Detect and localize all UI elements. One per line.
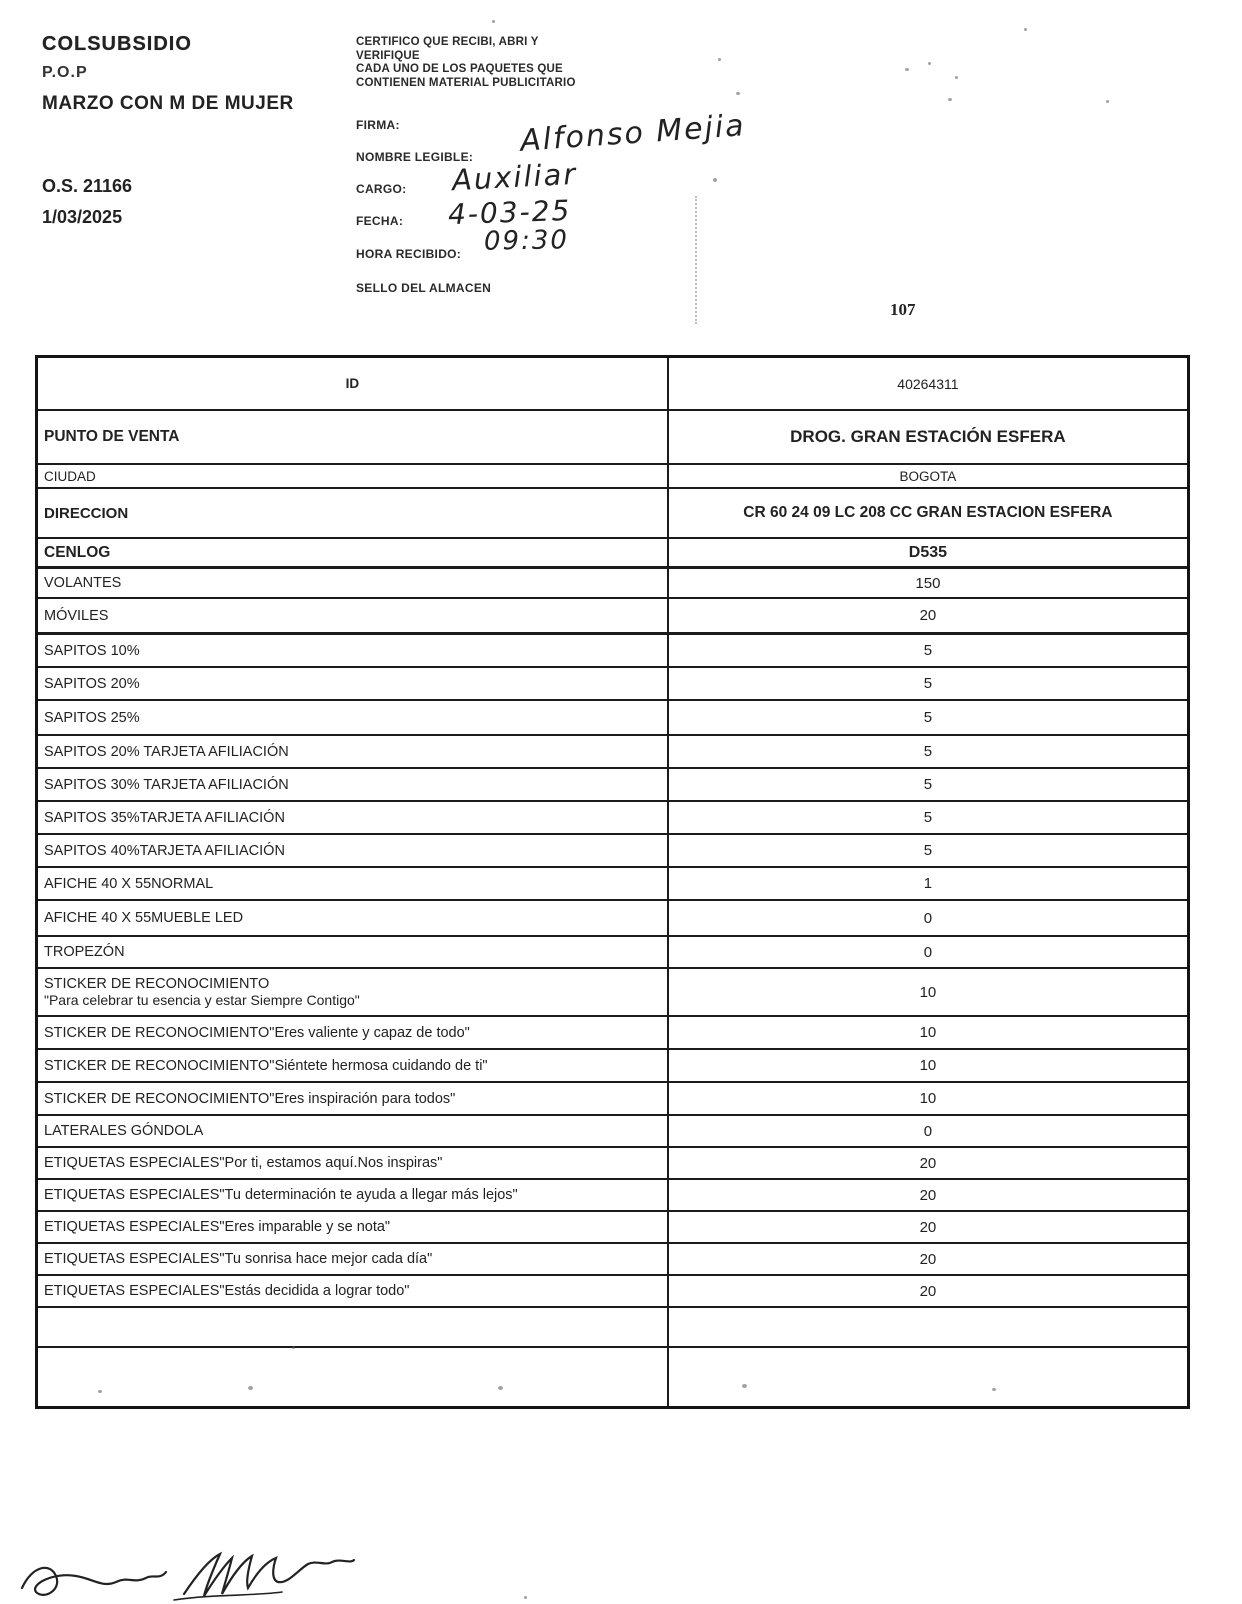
item-quantity: 20	[919, 1250, 937, 1268]
item-label: DIRECCION	[44, 504, 129, 522]
certification-line: VERIFIQUE	[356, 49, 420, 62]
item-quantity-cell	[669, 1180, 1187, 1210]
item-quantity-cell	[669, 489, 1187, 537]
item-label: AFICHE 40 X 55MUEBLE LED	[44, 910, 244, 926]
certification-text	[356, 36, 646, 90]
item-quantity-cell	[669, 969, 1187, 1015]
item-label: STICKER DE RECONOCIMIENTO"Eres inspiración para todos"	[44, 1090, 456, 1107]
item-label-cell	[38, 411, 669, 463]
table-row	[38, 635, 1187, 668]
item-quantity: 5	[923, 743, 933, 760]
scan-speck	[248, 1386, 253, 1390]
item-label: ETIQUETAS ESPECIALES"Eres imparable y se nota"	[44, 1219, 391, 1235]
scan-speck	[905, 68, 909, 71]
item-quantity-cell	[669, 769, 1187, 800]
item-label-cell	[38, 465, 669, 487]
item-label-cell	[38, 1308, 669, 1346]
item-quantity: 20	[919, 1218, 937, 1236]
handwritten-cargo: Auxiliar	[451, 156, 579, 198]
item-quantity: 5	[923, 809, 933, 826]
sello-almacen-label: SELLO DEL ALMACEN	[356, 281, 492, 295]
item-quantity: 0	[923, 909, 933, 927]
table-row	[38, 1308, 1187, 1348]
table-row	[38, 901, 1187, 937]
item-label: SAPITOS 35%TARJETA AFILIACIÓN	[44, 809, 285, 826]
item-quantity-cell	[669, 1244, 1187, 1274]
item-quantity: 1	[923, 875, 933, 892]
item-label: STICKER DE RECONOCIMIENTO"Eres valiente y capaz de todo"	[44, 1024, 470, 1041]
item-label: SAPITOS 25%	[44, 709, 140, 726]
item-label: LATERALES GÓNDOLA	[44, 1123, 204, 1139]
table-row	[38, 1116, 1187, 1148]
item-quantity: 20	[919, 607, 937, 624]
item-quantity-cell	[669, 1308, 1187, 1346]
item-label-cell	[38, 1276, 669, 1306]
item-label-cell	[38, 1083, 669, 1114]
item-quantity-cell	[669, 411, 1187, 463]
hora-recibido-label: HORA RECIBIDO:	[356, 247, 462, 261]
table-row	[38, 599, 1187, 635]
item-quantity-cell	[669, 1050, 1187, 1081]
item-label: SAPITOS 20%	[44, 675, 140, 692]
item-quantity: 10	[919, 1024, 937, 1041]
item-quantity-cell	[669, 465, 1187, 487]
item-label: MÓVILES	[44, 607, 109, 624]
item-quantity-cell	[669, 1148, 1187, 1178]
item-label-cell	[38, 769, 669, 800]
item-quantity-cell	[669, 635, 1187, 666]
item-quantity-cell	[669, 835, 1187, 866]
order-number: O.S. 21166	[42, 176, 133, 196]
item-quantity-cell	[669, 1212, 1187, 1242]
table-row	[38, 539, 1187, 569]
item-quantity-cell	[669, 1348, 1187, 1406]
item-label-cell	[38, 802, 669, 833]
header-left-block	[42, 34, 294, 113]
campaign-name: MARZO CON M DE MUJER	[42, 93, 294, 114]
item-label: ID	[345, 376, 360, 391]
signature-scribble-icon	[14, 1532, 374, 1604]
item-quantity: 5	[923, 709, 933, 726]
item-label-cell	[38, 937, 669, 967]
item-label-cell	[38, 1244, 669, 1274]
item-quantity: 20	[919, 1282, 937, 1300]
scan-speck	[928, 62, 931, 65]
item-quantity: 10	[919, 983, 937, 1001]
item-label: ETIQUETAS ESPECIALES"Tu determinación te ayuda a llegar más lejos"	[44, 1187, 518, 1203]
item-quantity: D535	[908, 543, 948, 561]
item-quantity: 0	[923, 1122, 933, 1140]
table-row	[38, 489, 1187, 539]
scan-speck	[718, 58, 721, 61]
certification-line: CERTIFICO QUE RECIBI, ABRI Y	[356, 36, 539, 48]
handwritten-name: Alfonso Mejia	[519, 108, 747, 159]
item-quantity-cell	[669, 358, 1187, 409]
item-quantity-cell	[669, 802, 1187, 833]
item-label: SAPITOS 40%TARJETA AFILIACIÓN	[44, 842, 285, 859]
table-row	[38, 358, 1187, 411]
item-quantity-cell	[669, 1017, 1187, 1048]
item-label-cell	[38, 1212, 669, 1242]
item-label-cell	[38, 489, 669, 537]
item-label: ETIQUETAS ESPECIALES"Estás decidida a lograr todo"	[44, 1283, 410, 1299]
table-row	[38, 1348, 1187, 1406]
item-label: SAPITOS 30% TARJETA AFILIACIÓN	[44, 776, 289, 793]
scan-speck	[98, 1390, 102, 1393]
scan-speck	[948, 98, 952, 101]
fold-mark	[695, 196, 697, 324]
table-row	[38, 1017, 1187, 1050]
table-row	[38, 1212, 1187, 1244]
scan-speck	[713, 178, 717, 182]
scan-speck	[498, 1386, 503, 1390]
item-quantity: 10	[919, 1057, 937, 1074]
scan-speck	[742, 1384, 747, 1388]
certification-line: CADA UNO DE LOS PAQUETES QUE	[356, 63, 563, 75]
table-row	[38, 969, 1187, 1017]
nombre-legible-label: NOMBRE LEGIBLE:	[356, 150, 474, 164]
item-label: TROPEZÓN	[44, 944, 125, 960]
table-row	[38, 802, 1187, 835]
item-sublabel: "Para celebrar tu esencia y estar Siempre Contigo"	[44, 992, 360, 1008]
item-label: VOLANTES	[44, 575, 122, 591]
table-row	[38, 569, 1187, 599]
item-label-cell	[38, 835, 669, 866]
table-row	[38, 411, 1187, 465]
item-quantity: BOGOTA	[899, 468, 957, 484]
item-quantity: 5	[923, 776, 933, 793]
scan-speck	[1024, 28, 1027, 31]
table-row	[38, 465, 1187, 489]
item-label-cell	[38, 539, 669, 566]
table-row	[38, 1083, 1187, 1116]
item-quantity: 5	[923, 842, 933, 859]
item-label-cell	[38, 1017, 669, 1048]
item-quantity: 20	[919, 1186, 937, 1204]
item-quantity-cell	[669, 937, 1187, 967]
handwritten-fecha: 4-03-25	[447, 193, 572, 232]
item-quantity: DROG. GRAN ESTACIÓN ESFERA	[790, 427, 1066, 446]
table-row	[38, 701, 1187, 736]
item-label: STICKER DE RECONOCIMIENTO	[44, 976, 270, 992]
item-quantity: 5	[923, 675, 933, 692]
item-label: SAPITOS 20% TARJETA AFILIACIÓN	[44, 743, 289, 760]
item-quantity-cell	[669, 668, 1187, 699]
item-quantity-cell	[669, 1083, 1187, 1114]
item-label-cell	[38, 635, 669, 666]
fecha-label: FECHA:	[356, 214, 404, 228]
item-label-cell	[38, 969, 669, 1015]
item-label-cell	[38, 701, 669, 734]
item-label: STICKER DE RECONOCIMIENTO"Siéntete hermosa cuidando de ti"	[44, 1057, 488, 1074]
item-label-cell	[38, 1348, 669, 1406]
item-quantity: 150	[915, 574, 941, 592]
item-label: ETIQUETAS ESPECIALES"Tu sonrisa hace mejor cada día"	[44, 1251, 433, 1267]
cargo-label: CARGO:	[356, 182, 407, 196]
item-quantity-cell	[669, 1116, 1187, 1146]
item-quantity-cell	[669, 569, 1187, 597]
item-label-cell	[38, 868, 669, 899]
scan-speck	[992, 1388, 996, 1391]
item-label: ETIQUETAS ESPECIALES"Por ti, estamos aquí.Nos inspiras"	[44, 1155, 443, 1171]
page-number: 107	[890, 300, 916, 319]
department-label: P.O.P	[42, 64, 88, 81]
materials-table	[35, 355, 1190, 1409]
firma-label: FIRMA:	[356, 118, 400, 132]
table-row	[38, 736, 1187, 769]
item-label: CENLOG	[44, 543, 111, 561]
scan-speck	[492, 20, 495, 23]
table-row	[38, 1244, 1187, 1276]
item-label-cell	[38, 1050, 669, 1081]
company-name: COLSUBSIDIO	[42, 33, 192, 55]
scan-speck	[1106, 100, 1109, 103]
item-label: CIUDAD	[44, 468, 96, 484]
item-quantity: CR 60 24 09 LC 208 CC GRAN ESTACION ESFERA	[743, 504, 1113, 521]
item-quantity-cell	[669, 868, 1187, 899]
item-quantity: 0	[923, 943, 933, 961]
table-row	[38, 1050, 1187, 1083]
item-label: PUNTO DE VENTA	[44, 428, 180, 445]
scan-speck	[736, 92, 740, 95]
item-quantity-cell	[669, 701, 1187, 734]
table-row	[38, 769, 1187, 802]
item-quantity-cell	[669, 1276, 1187, 1306]
item-quantity-cell	[669, 901, 1187, 935]
scan-speck	[955, 76, 958, 79]
table-row	[38, 835, 1187, 868]
table-row	[38, 937, 1187, 969]
item-label-cell	[38, 358, 669, 409]
item-quantity-cell	[669, 539, 1187, 566]
order-date: 1/03/2025	[42, 207, 123, 227]
item-quantity: 5	[923, 642, 933, 659]
table-row	[38, 1148, 1187, 1180]
item-label-cell	[38, 1116, 669, 1146]
table-row	[38, 668, 1187, 701]
item-quantity: 10	[919, 1090, 937, 1107]
scan-speck	[524, 1596, 527, 1599]
handwritten-hora: 09:30	[483, 225, 570, 257]
item-label-cell	[38, 1148, 669, 1178]
item-label-cell	[38, 1180, 669, 1210]
table-row	[38, 868, 1187, 901]
item-quantity: 40264311	[897, 375, 959, 392]
item-label-cell	[38, 901, 669, 935]
item-label: SAPITOS 10%	[44, 642, 140, 659]
certification-line: CONTIENEN MATERIAL PUBLICITARIO	[356, 76, 576, 89]
item-label-cell	[38, 569, 669, 597]
item-quantity-cell	[669, 736, 1187, 767]
item-label: AFICHE 40 X 55NORMAL	[44, 875, 214, 892]
item-label-cell	[38, 668, 669, 699]
table-row	[38, 1276, 1187, 1308]
item-label-cell	[38, 736, 669, 767]
scan-speck	[292, 1346, 295, 1349]
table-row	[38, 1180, 1187, 1212]
item-quantity: 20	[919, 1154, 937, 1172]
item-label-cell	[38, 599, 669, 632]
item-quantity-cell	[669, 599, 1187, 632]
